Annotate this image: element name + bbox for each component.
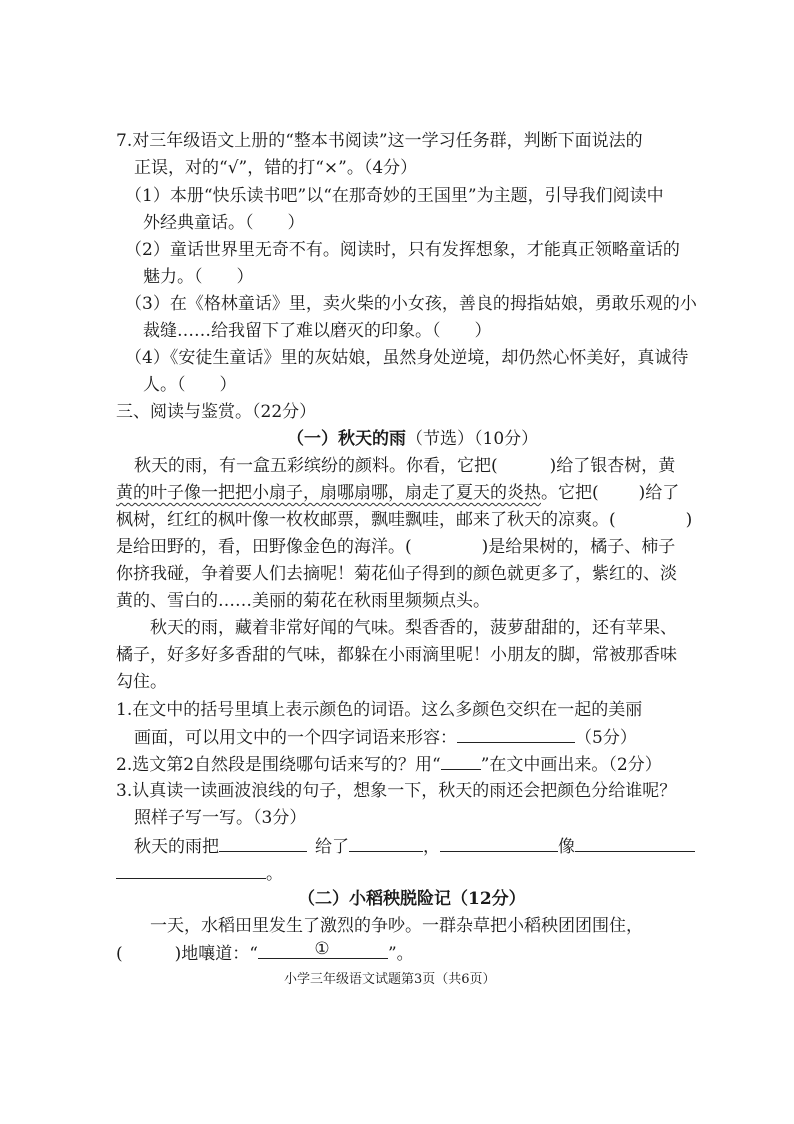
- passage-1-p1-line-1: [134, 453, 675, 479]
- q7-item-4a: （4）《安徒生童话》里的灰姑娘，虽然身处逆境，却仍然心怀美好，真诚待: [125, 348, 689, 368]
- p1-question-1-line-2: [134, 724, 637, 751]
- p1-l3-text-a: 枫树，红红的枫叶像一枚枚邮票，飘哇飘哇，邮来了秋天的凉爽。(: [116, 510, 616, 530]
- passage-1-p2-line-3: 勾住。: [116, 672, 167, 692]
- p1-question-3-line-3: [134, 833, 695, 860]
- q3-blank-5[interactable]: [116, 860, 266, 879]
- p1-question-3-line-4: [116, 860, 283, 887]
- p1-l2-text-b: 。它把(: [541, 483, 599, 503]
- q7-line-2: 正误，对的“√”，错的打“×”。（4分）: [134, 158, 418, 178]
- q7-item-1b: 外经典童话。（ ）: [143, 213, 305, 233]
- q3-text-d: 像: [558, 837, 575, 857]
- p2-l2-text-b: )地嚷道：“: [174, 944, 258, 964]
- p2-answer-blank-1[interactable]: [258, 940, 388, 959]
- p1-l1-text-a: 秋天的雨，有一盒五彩缤纷的颜料。你看，它把(: [134, 456, 498, 476]
- passage-1-p1-line-4: [116, 534, 675, 560]
- p1-l3-text-b: ): [685, 510, 693, 530]
- circle-number-1: ①: [314, 939, 330, 959]
- q2-text-a: 2.选文第2自然段是围绕哪句话来写的？用“: [116, 755, 441, 775]
- p1-l1-text-b: )给了银杏树，黄: [549, 456, 676, 476]
- wavy-sentence: 黄的叶子像一把把小扇子，扇哪扇哪，扇走了夏天的炎热: [116, 483, 541, 503]
- q3-text-a: 秋天的雨把: [134, 837, 219, 857]
- passage-1-p1-line-3: [116, 507, 692, 533]
- p2-l2-paren-open: (: [116, 944, 123, 964]
- p1-question-1-line-1: 1.在文中的括号里填上表示颜色的词语。这么多颜色交织在一起的美丽: [116, 700, 643, 720]
- passage-2-line-1: 一天，水稻田里发生了激烈的争吵。一群杂草把小稻秧团团围住，: [150, 916, 643, 936]
- q1-score: （5分）: [575, 728, 637, 748]
- p1-question-3-line-1: 3.认真读一读画波浪线的句子，想象一下，秋天的雨还会把颜色分给谁呢？: [116, 781, 677, 801]
- q3-text-c: ，: [423, 837, 440, 857]
- q3-blank-3[interactable]: [440, 833, 558, 852]
- q7-item-4b: 人。（ ）: [143, 375, 237, 395]
- q7-line-1: 7.对三年级语文上册的“整本书阅读”这一学习任务群，判断下面说法的: [116, 131, 643, 151]
- q7-item-2b: 魅力。（ ）: [143, 267, 254, 287]
- passage-2-title: （二）小稻秧脱险记（12分）: [298, 889, 526, 909]
- q7-item-1a: （1）本册“快乐读书吧”以“在那奇妙的王国里”为主题，引导我们阅读中: [125, 186, 664, 206]
- q7-item-2a: （2）童话世界里无奇不有。阅读时，只有发挥想象，才能真正领略童话的: [125, 240, 680, 260]
- passage-1-title-note: （节选）（10分）: [406, 429, 539, 449]
- q3-text-end: 。: [266, 864, 283, 884]
- q7-item-3a: （3）在《格林童话》里，卖火柴的小女孩，善良的拇指姑娘，勇敢乐观的小: [125, 294, 697, 314]
- q3-text-b: 给了: [315, 837, 349, 857]
- passage-1-p2-line-2: 橘子，好多好多香甜的气味，都躲在小雨滴里呢！小朋友的脚，常被那香味: [116, 645, 677, 665]
- passage-1-p1-line-5: 你挤我碰，争着要人们去摘呢！菊花仙子得到的颜色就更多了，紫红的、淡: [116, 564, 677, 584]
- p1-l4-text-b: )是给果树的，橘子、柿子: [481, 537, 676, 557]
- q1-l2-text: 画面，可以用文中的一个四字词语来形容：: [134, 728, 457, 748]
- passage-1-p2-line-1: 秋天的雨，藏着非常好闻的气味。梨香香的，菠萝甜甜的，还有苹果、: [150, 618, 677, 638]
- q3-blank-2[interactable]: [349, 833, 423, 852]
- p2-l2-text-c: ”。: [387, 944, 414, 964]
- page-footer: 小学三年级语文试题第3页（共6页）: [284, 972, 496, 987]
- q7-item-3b: 裁缝……给我留下了难以磨灭的印象。（ ）: [143, 321, 492, 341]
- q1-answer-blank[interactable]: [457, 724, 575, 743]
- passage-1-title: [287, 426, 538, 452]
- passage-1-title-text: （一）秋天的雨: [287, 429, 406, 449]
- p1-question-3-line-2: 照样子写一写。（3分）: [134, 808, 307, 828]
- passage-1-p1-line-6: 黄的、雪白的……美丽的菊花在秋雨里频频点头。: [116, 591, 490, 611]
- q3-blank-4[interactable]: [575, 833, 695, 852]
- passage-2-line-2: [116, 940, 414, 967]
- section-3-heading: 三、阅读与鉴赏。（22分）: [116, 402, 317, 422]
- p1-l4-text-a: 是给田野的，看，田野像金色的海洋。(: [116, 537, 412, 557]
- q2-underline-symbol: [441, 751, 481, 770]
- passage-1-p1-line-2: [116, 480, 679, 506]
- p1-question-2: [116, 751, 662, 778]
- q2-text-b: ”在文中画出来。（2分）: [480, 755, 662, 775]
- q3-blank-1[interactable]: [219, 833, 307, 852]
- p1-l2-text-c: )给了: [638, 483, 680, 503]
